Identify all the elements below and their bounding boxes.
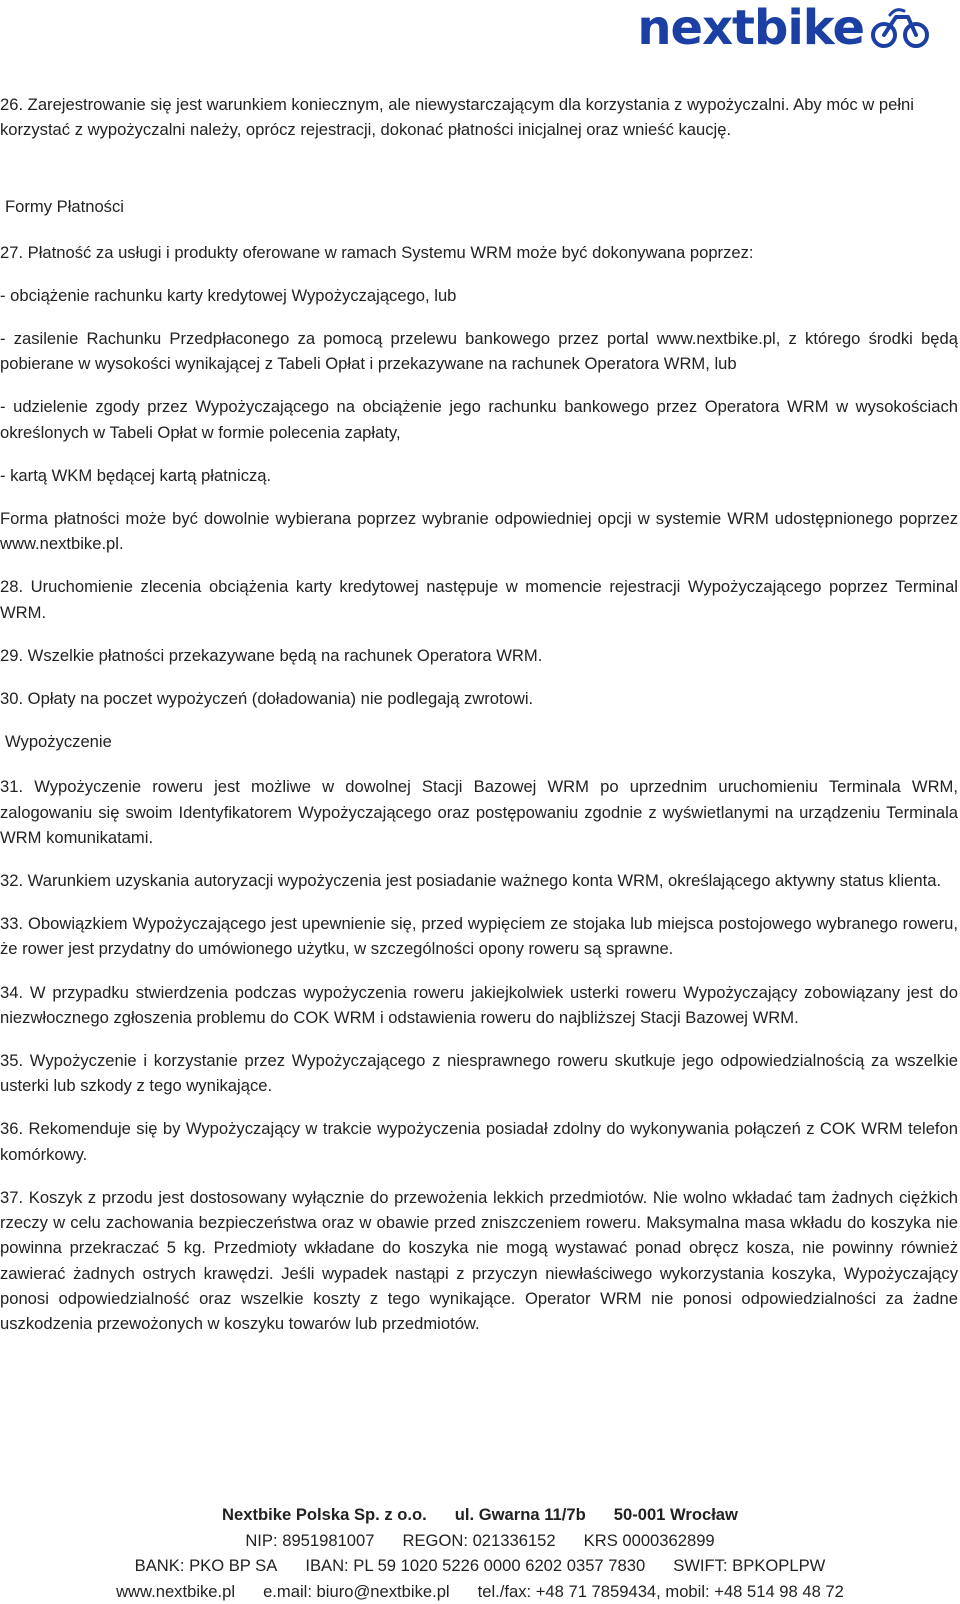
- footer-web: www.nextbike.pl: [116, 1581, 236, 1601]
- footer-swift: SWIFT: BPKOPLPW: [673, 1556, 826, 1576]
- footer-nip: NIP: 8951981007: [245, 1530, 375, 1550]
- footer-iban: IBAN: PL 59 1020 5226 0000 6202 0357 7830: [305, 1556, 646, 1576]
- footer-email: e.mail: biuro@nextbike.pl: [263, 1581, 450, 1601]
- paragraph-34: 34. W przypadku stwierdzenia podczas wypożyczenia roweru jakiejkolwiek usterki roweru Wypożyczający zobowiązany jest do niezwłocznego zgłoszenia problemu do COK WRM i odstawienia roweru do najbliższej Stacji Bazowej WRM.: [0, 982, 958, 1027]
- footer-contact-line: [0, 1579, 960, 1604]
- page-footer: [0, 1502, 960, 1604]
- paragraph-27-payment-choice: Forma płatności może być dowolnie wybierana poprzez wybranie odpowiedniej opcji w systemie WRM udostępnionego poprzez www.nextbike.pl.: [0, 509, 958, 554]
- bicycle-logo-icon: [870, 5, 930, 51]
- footer-krs: KRS 0000362899: [583, 1530, 715, 1550]
- paragraph-33: 33. Obowiązkiem Wypożyczającego jest upewnienie się, przed wypięciem ze stojaka lub miejsca postojowego wybranego roweru, że rower jest przydatny do umówionego użytku, w szczególności opony roweru są sprawne.: [0, 914, 958, 959]
- paragraph-31: 31. Wypożyczenie roweru jest możliwe w dowolnej Stacji Bazowej WRM po uprzednim uruchomieniu Terminala WRM, zalogowaniu się swoim Identyfikatorem Wypożyczającego oraz postępowaniu zgodnie z wyświetlanymi na urządzeniu Terminala WRM komunikatami.: [0, 777, 958, 847]
- paragraph-26: 26. Zarejestrowanie się jest warunkiem koniecznym, ale niewystarczającym dla korzystania z wypożyczalni. Aby móc w pełni korzystać z wypożyczalni należy, oprócz rejestracji, dokonać płatności inicjalnej oraz wnieść kaucję.: [0, 95, 914, 140]
- paragraph-29: 29. Wszelkie płatności przekazywane będą na rachunek Operatora WRM.: [0, 645, 543, 665]
- footer-phone: tel./fax: +48 71 7859434, mobil: +48 514 98 48 72: [477, 1581, 844, 1601]
- footer-regon: REGON: 021336152: [402, 1530, 556, 1550]
- paragraph-36: 36. Rekomenduje się by Wypożyczający w trakcie wypożyczenia posiadał zdolny do wykonywania połączeń z COK WRM telefon komórkowy.: [0, 1119, 958, 1164]
- footer-registration-line: [0, 1528, 960, 1554]
- paragraph-27-option-prepaid: - zasilenie Rachunku Przedpłaconego za pomocą przelewu bankowego przez portal www.nextbike.pl, z którego środki będą pobierane w wysokości wynikającej z Tabeli Opłat i przekazywane na rachunek Operatora WRM, lub: [0, 329, 958, 374]
- paragraph-28: 28. Uruchomienie zlecenia obciążenia karty kredytowej następuje w momencie rejestracji Wypożyczającego poprzez Terminal WRM.: [0, 577, 958, 622]
- logo-text: nextbike: [637, 0, 864, 56]
- paragraph-32: 32. Warunkiem uzyskania autoryzacji wypożyczenia jest posiadanie ważnego konta WRM, określającego aktywny status klienta.: [0, 871, 942, 891]
- paragraph-27-option-direct-debit: - udzielenie zgody przez Wypożyczającego na obciążenie jego rachunku bankowego przez Operatora WRM w wysokościach określonych w Tabeli Opłat w formie polecenia zapłaty,: [0, 397, 958, 442]
- footer-address: ul. Gwarna 11/7b: [454, 1505, 586, 1524]
- footer-bank-line: [0, 1553, 960, 1579]
- footer-company: Nextbike Polska Sp. z o.o.: [222, 1505, 427, 1524]
- nextbike-logo: [637, 2, 930, 54]
- paragraph-30: 30. Opłaty na poczet wypożyczeń (doładowania) nie podlegają zwrotowi.: [0, 689, 534, 709]
- document-body: [0, 92, 958, 1336]
- heading-rental: Wypożyczenie: [5, 732, 112, 752]
- footer-bank: BANK: PKO BP SA: [134, 1556, 278, 1576]
- footer-company-line: [0, 1502, 960, 1528]
- paragraph-27-option-wkm-card: - kartą WKM będącej kartą płatniczą.: [0, 465, 272, 485]
- paragraph-27-option-credit-card: - obciążenie rachunku karty kredytowej Wypożyczającego, lub: [0, 285, 457, 305]
- heading-payment-forms: Formy Płatności: [5, 197, 124, 217]
- paragraph-37: 37. Koszyk z przodu jest dostosowany wyłącznie do przewożenia lekkich przedmiotów. Nie wolno wkładać tam żadnych ciężkich rzeczy w celu zachowania bezpieczeństwa oraz w obawie przed zniszczeniem roweru. Maksymalna masa wkładu do koszyka nie powinna przekraczać 5 kg. Przedmioty wkładane do koszyka nie mogą wystawać ponad obręcz kosza, nie powinny również zawierać żadnych ostrych krawędzi. Jeśli wypadek nastąpi z przyczyn niewłaściwego wykorzystania koszyka, Wypożyczający ponosi odpowiedzialność oraz wszelkie koszty z tego wynikające. Operator WRM nie ponosi odpowiedzialności za żadne uszkodzenia przewożonych w koszyku towarów lub przedmiotów.: [0, 1187, 958, 1333]
- footer-city: 50-001 Wrocław: [613, 1505, 738, 1524]
- paragraph-27: 27. Płatność za usługi i produkty oferowane w ramach Systemu WRM może być dokonywana poprzez:: [0, 242, 754, 262]
- paragraph-35: 35. Wypożyczenie i korzystanie przez Wypożyczającego z niesprawnego roweru skutkuje jego odpowiedzialnością za wszelkie usterki lub szkody z tego wynikające.: [0, 1051, 958, 1096]
